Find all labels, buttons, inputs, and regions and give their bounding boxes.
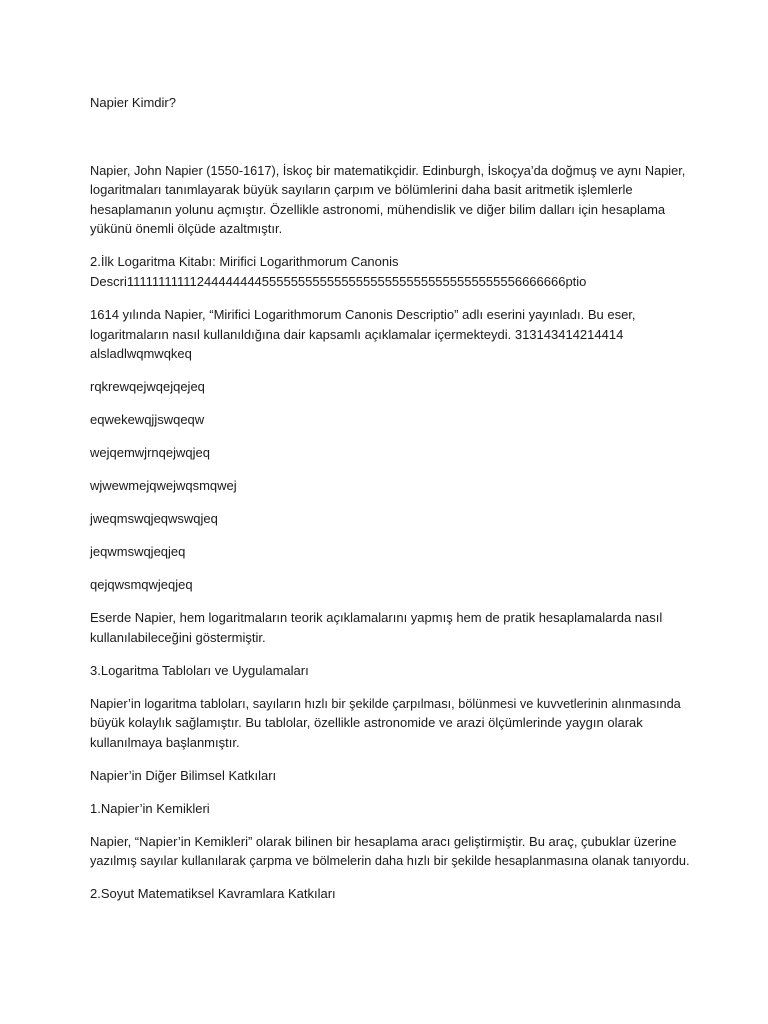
text-line: Eserde Napier, hem logaritmaların teorik açıklamalarını yapmış hem de pratik hesaplamalarda nasıl	[90, 610, 663, 625]
text-line: hesaplamanın yolunu açmıştır. Özellikle astronomi, mühendislik ve diğer bilim dalları için hesaplama	[90, 201, 666, 217]
text-line: 3.Logaritma Tabloları ve Uygulamaları	[90, 662, 309, 678]
paragraph-bones	[90, 832, 690, 871]
text-line: wejqemwjrnqejwqjeq	[90, 445, 210, 461]
paragraph-intro	[90, 161, 690, 239]
text-line: qejqwsmqwjeqjeq	[90, 577, 193, 593]
text-line: jweqmswqjeqwswqjeq	[90, 511, 218, 527]
text-line: büyük kolaylık sağlamıştır. Bu tablolar, özellikle astronomide ve arazi ölçümlerinde yaygın olarak	[90, 715, 643, 731]
section-heading-first-book	[90, 252, 690, 291]
text-line: wjwewmejqwejwqsmqwej	[90, 478, 237, 494]
paragraph-gibberish	[90, 410, 690, 430]
text-line: kullanılabileceğini göstermiştir.	[90, 629, 266, 645]
text-line: 2.Soyut Matematiksel Kavramlara Katkıları	[90, 886, 336, 902]
paragraph-gibberish	[90, 476, 690, 496]
text-line: yükünü önemli ölçüde azaltmıştır.	[90, 221, 283, 237]
text-line: kullanılmaya başlanmıştır.	[90, 734, 240, 750]
text-line: 1.Napier’in Kemikleri	[90, 800, 210, 816]
paragraph-gibberish	[90, 377, 690, 397]
text-line: logaritmaları tanımlayarak büyük sayıların çarpım ve bölümlerini daha basit aritmetik işlemlerle	[90, 182, 633, 198]
text-line: Descri11111111111244444444555555555555555555555555555555555556666666ptio	[90, 273, 587, 289]
text-line: 2.İlk Logaritma Kitabı: Mirifici Logarithmorum Canonis	[90, 254, 399, 270]
section-heading-tables	[90, 661, 690, 681]
text-line: yazılmış sayılar kullanılarak çarpma ve bölmelerin daha hızlı bir şekilde hesaplanmasına olanak tanıyordu.	[90, 853, 690, 869]
section-heading-contributions	[90, 766, 690, 786]
text-line: Napier, John Napier (1550-1617), İskoç bir matematikçidir. Edinburgh, İskoçya’da doğmuş ve aynı Napier,	[90, 162, 686, 178]
text-line: jeqwmswqjeqjeq	[90, 544, 186, 560]
paragraph-gibberish	[90, 575, 690, 595]
paragraph-gibberish	[90, 542, 690, 562]
paragraph-1614	[90, 305, 690, 364]
paragraph-tables	[90, 694, 690, 753]
document-body	[90, 93, 690, 917]
paragraph-gibberish	[90, 509, 690, 529]
text-line: alsladlwqmwqkeq	[90, 346, 192, 362]
text-line: eqwekewqjjswqeqw	[90, 412, 205, 428]
paragraph-gibberish	[90, 443, 690, 463]
paragraph-theory	[90, 608, 690, 647]
section-heading-abstract	[90, 884, 690, 904]
text-line: Napier, “Napier’in Kemikleri” olarak bilinen bir hesaplama aracı geliştirmiştir. Bu araç, çubuklar üzerine	[90, 833, 677, 849]
section-heading-bones	[90, 799, 690, 819]
document-title: Napier Kimdir?	[90, 95, 176, 110]
text-line: 1614 yılında Napier, “Mirifici Logarithmorum Canonis Descriptio” adlı eserini yayınladı. Bu eser,	[90, 306, 636, 322]
text-line: Napier’in logaritma tabloları, sayıların hızlı bir şekilde çarpılması, bölünmesi ve kuvvetlerinin alınmasında	[90, 695, 681, 711]
text-line: rqkrewqejwqejqejeq	[90, 379, 205, 395]
text-line: logaritmaların nasıl kullanıldığına dair kapsamlı açıklamalar içermekteydi. 313143414214414	[90, 326, 624, 342]
text-line: Napier’in Diğer Bilimsel Katkıları	[90, 767, 277, 783]
